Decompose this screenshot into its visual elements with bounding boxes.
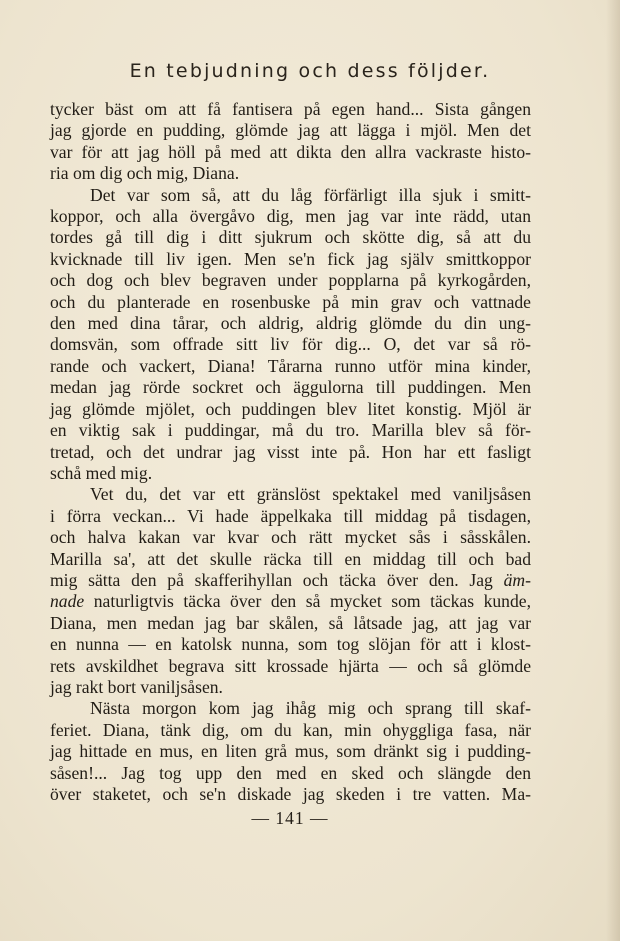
text-line: [50, 570, 531, 591]
text-line: jag glömde mjölet, och puddingen blev litet konstig. Mjöl är: [50, 398, 531, 419]
text-line: kvicknade till liv igen. Men se'n fick jag själv smittkoppor: [50, 248, 531, 269]
text-line: och du planterade en rosenbuske på min grav och vattnade: [50, 291, 531, 312]
text-line: i förra veckan... Vi hade äppelkaka till middag på tisdagen,: [50, 505, 531, 526]
text-line: såsen!... Jag tog upp den med en sked och slängde den: [50, 762, 531, 783]
text-line: ria om dig och mig, Diana.: [50, 163, 240, 184]
text-run: mig sätta den på skafferihyllan och täcka över den. Jag: [50, 569, 504, 590]
text-line: och dog och blev begraven under popplarna på kyrkogården,: [50, 270, 531, 291]
text-line: medan jag rörde sockret och äggulorna till puddingen. Men: [50, 377, 531, 398]
text-line: Nästa morgon kom jag ihåg mig och sprang till skaf-: [90, 698, 531, 719]
page-edge-shadow: [606, 0, 620, 941]
text-line: tretad, och det undrar jag visst inte på. Hon har ett fasligt: [50, 441, 531, 462]
text-line: feriet. Diana, tänk dig, om du kan, min ohyggliga fasa, när: [50, 719, 531, 740]
text-line: jag hittade en mus, en liten grå mus, som dränkt sig i pudding-: [50, 741, 531, 762]
text-line: tordes gå till dig i ditt sjukrum och skötte dig, så att du: [50, 227, 531, 248]
text-line: tycker bäst om att få fantisera på egen hand... Sista gången: [50, 99, 531, 119]
text-line: Det var som så, att du låg förfärligt illa sjuk i smitt-: [90, 184, 531, 205]
text-line: Diana, men medan jag bar skålen, så låtsade jag, att jag var: [50, 612, 531, 633]
text-run: naturligtvis täcka över den så mycket som täckas kunde,: [84, 591, 531, 612]
italic-text: nade: [50, 591, 85, 612]
text-line: Marilla sa', att det skulle räcka till en middag till och bad: [50, 548, 531, 569]
text-line: koppor, och alla övergåvo dig, men jag var inte rädd, utan: [50, 206, 531, 227]
italic-text: äm-: [503, 569, 531, 590]
text-line: en viktig sak i puddingar, må du tro. Marilla blev så för-: [50, 420, 531, 441]
page-number: — 141 —: [251, 808, 329, 828]
running-head: En tebjudning och dess följder.: [129, 60, 491, 82]
text-line: domsvän, som offrade sitt liv för dig... O, det var så rö-: [50, 334, 531, 355]
text-line: jag gjorde en pudding, glömde jag att lägga i mjöl. Men det: [50, 120, 531, 141]
text-line: var för att jag höll på med att dikta den allra vackraste histo-: [50, 141, 531, 162]
text-line: rets avskildhet begrava sitt krossade hjärta — och så glömde: [50, 655, 531, 676]
text-line: en nunna — en katolsk nunna, som tog slöjan för att i klost-: [50, 634, 531, 655]
text-line: Vet du, det var ett gränslöst spektakel med vaniljsåsen: [90, 484, 531, 505]
text-line: jag rakt bort vaniljsåsen.: [50, 676, 223, 697]
text-line: över staketet, och se'n diskade jag skeden i tre vatten. Ma-: [50, 784, 531, 804]
text-line: rande och vackert, Diana! Tårarna runno utför mina kinder,: [50, 355, 531, 376]
body-text: [50, 99, 531, 805]
text-line: schå med mig.: [50, 462, 153, 483]
text-line: den med dina tårar, och aldrig, aldrig glömde du din ung-: [50, 313, 531, 334]
text-line: [50, 591, 531, 612]
text-line: och halva kakan var kvar och rätt mycket sås i såsskålen.: [50, 527, 531, 548]
